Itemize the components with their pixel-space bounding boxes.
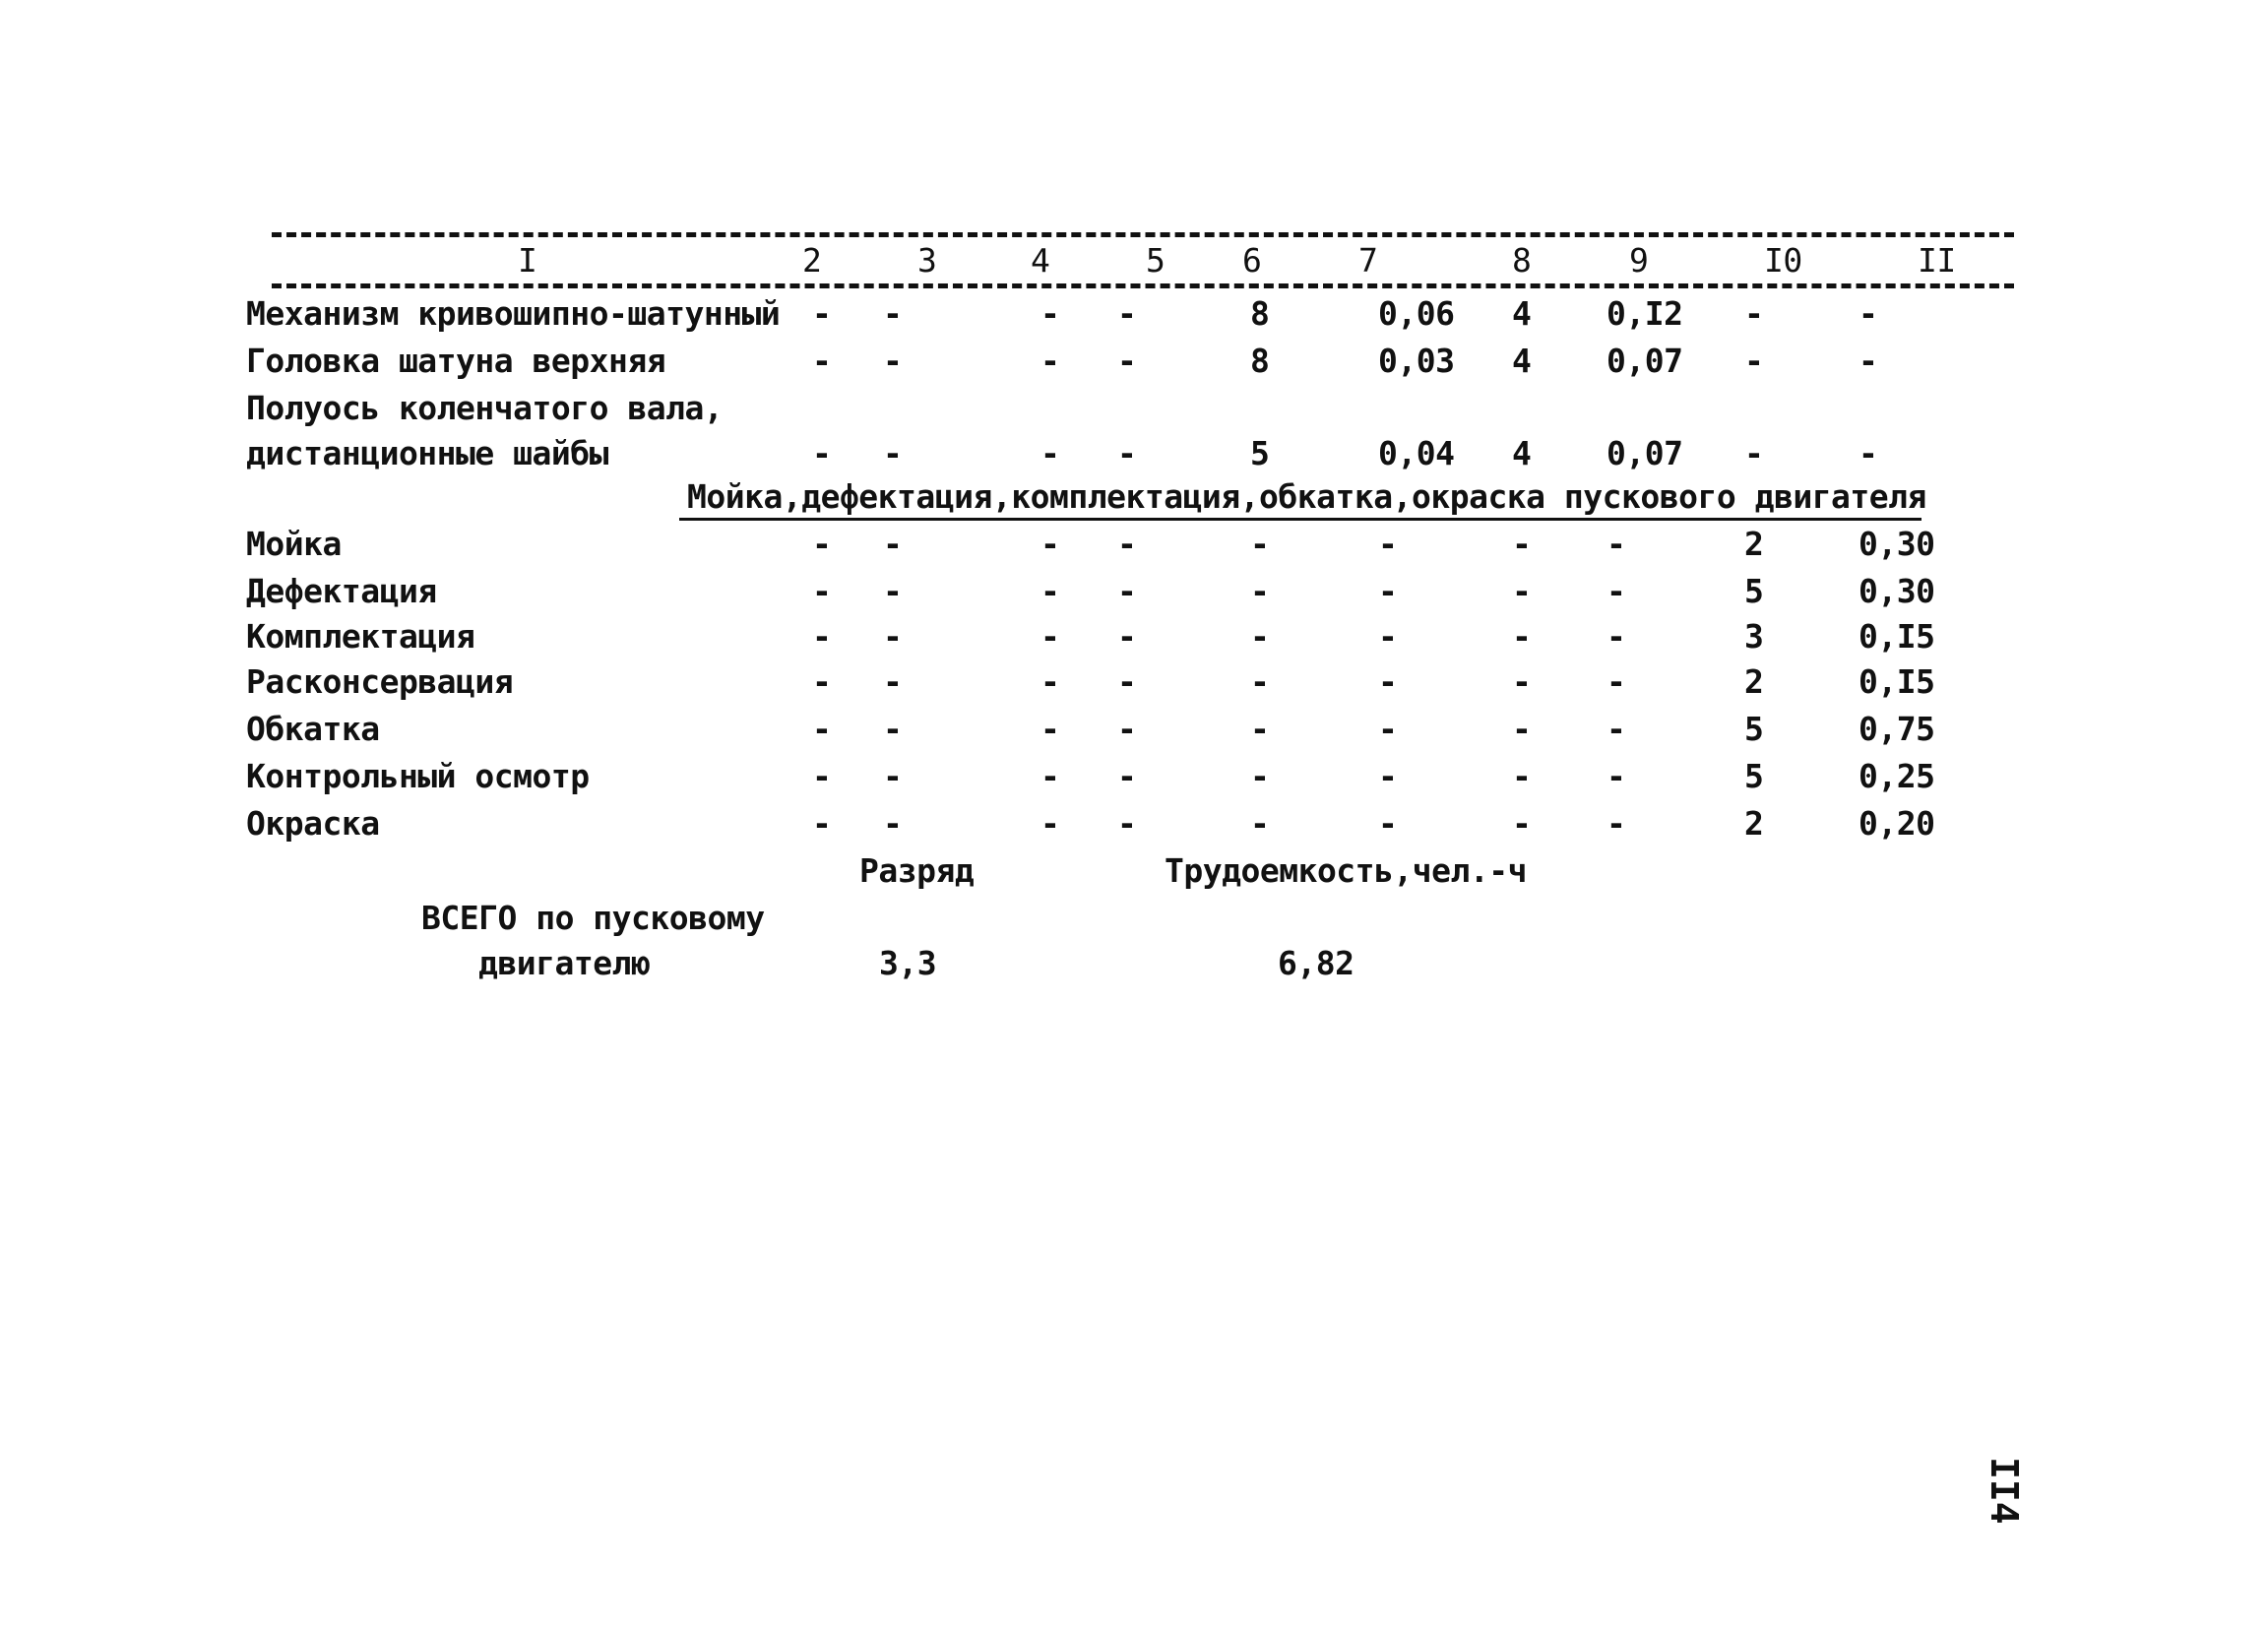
table-cell: - <box>812 617 832 656</box>
column-header: 9 <box>1629 241 1649 280</box>
table-cell: - <box>812 294 832 333</box>
table-cell: - <box>1250 572 1270 610</box>
table-cell: 0,I2 <box>1606 294 1683 333</box>
table-cell: - <box>812 804 832 843</box>
table-cell: 0,06 <box>1378 294 1455 333</box>
column-header: II <box>1918 241 1956 280</box>
header-rule-top <box>272 232 2014 237</box>
total-label-line2: двигателю <box>478 944 651 982</box>
table-cell: - <box>1378 662 1398 701</box>
table-cell: - <box>1512 525 1532 563</box>
table-cell: 0,30 <box>1858 525 1935 563</box>
row-label: Механизм кривошипно-шатунный <box>246 294 781 333</box>
column-header: I0 <box>1764 241 1802 280</box>
table-cell: - <box>883 525 903 563</box>
table-cell: - <box>1606 617 1626 656</box>
table-cell: - <box>1040 434 1060 472</box>
table-cell: - <box>1250 757 1270 795</box>
table-cell: - <box>1250 617 1270 656</box>
labor-label: Трудоемкость,чел.-ч <box>1165 851 1527 890</box>
table-cell: 2 <box>1744 525 1764 563</box>
table-cell: 0,30 <box>1858 572 1935 610</box>
table-cell: - <box>1744 434 1764 472</box>
table-cell: - <box>1606 662 1626 701</box>
table-cell: - <box>812 572 832 610</box>
table-cell: - <box>1606 710 1626 748</box>
section-title: Мойка,дефектация,комплектация,обкатка,окраска пускового двигателя <box>687 477 1926 516</box>
table-cell: - <box>883 710 903 748</box>
table-cell: - <box>1744 342 1764 380</box>
table-cell: 0,07 <box>1606 342 1683 380</box>
table-cell: - <box>1250 525 1270 563</box>
table-cell: - <box>1378 572 1398 610</box>
table-cell: 4 <box>1512 342 1532 380</box>
table-cell: - <box>1512 617 1532 656</box>
table-cell: - <box>812 342 832 380</box>
table-cell: - <box>812 525 832 563</box>
table-cell: - <box>1040 662 1060 701</box>
table-cell: - <box>1117 662 1137 701</box>
table-cell: 2 <box>1744 662 1764 701</box>
table-cell: 5 <box>1744 572 1764 610</box>
table-cell: - <box>1512 572 1532 610</box>
column-header: 4 <box>1031 241 1050 280</box>
table-cell: - <box>1040 710 1060 748</box>
table-cell: 8 <box>1250 342 1270 380</box>
page-number: II4 <box>1983 1457 2026 1525</box>
table-cell: - <box>1040 572 1060 610</box>
table-cell: - <box>1250 804 1270 843</box>
table-cell: - <box>812 434 832 472</box>
row-label: дистанционные шайбы <box>246 434 608 472</box>
table-cell: 4 <box>1512 294 1532 333</box>
table-cell: - <box>1117 757 1137 795</box>
table-cell: 0,75 <box>1858 710 1935 748</box>
table-cell: - <box>883 294 903 333</box>
row-label: Обкатка <box>246 710 380 748</box>
table-cell: - <box>1117 525 1137 563</box>
total-labor-value: 6,82 <box>1278 944 1354 982</box>
table-cell: - <box>883 572 903 610</box>
row-label: Контрольный осмотр <box>246 757 590 795</box>
column-header: 7 <box>1358 241 1378 280</box>
table-cell: - <box>1117 804 1137 843</box>
column-header: 3 <box>917 241 937 280</box>
table-cell: - <box>812 757 832 795</box>
table-cell: 0,04 <box>1378 434 1455 472</box>
table-cell: - <box>1117 434 1137 472</box>
table-cell: 5 <box>1744 710 1764 748</box>
table-cell: - <box>883 434 903 472</box>
table-cell: - <box>1040 525 1060 563</box>
table-cell: - <box>883 662 903 701</box>
table-cell: - <box>1378 804 1398 843</box>
section-title-underline <box>679 518 1922 521</box>
table-cell: - <box>1512 804 1532 843</box>
table-cell: 0,I5 <box>1858 617 1935 656</box>
table-cell: 2 <box>1744 804 1764 843</box>
row-label: Комплектация <box>246 617 475 656</box>
table-cell: - <box>1858 434 1878 472</box>
table-cell: - <box>1378 757 1398 795</box>
table-cell: 5 <box>1250 434 1270 472</box>
table-cell: - <box>1117 617 1137 656</box>
rank-label: Разряд <box>859 851 975 890</box>
table-cell: - <box>1606 757 1626 795</box>
table-cell: - <box>1858 294 1878 333</box>
table-cell: - <box>1606 804 1626 843</box>
row-label: Мойка <box>246 525 342 563</box>
table-cell: - <box>1117 294 1137 333</box>
table-cell: - <box>812 710 832 748</box>
header-rule-bottom <box>272 283 2014 288</box>
table-cell: - <box>1040 342 1060 380</box>
table-cell: - <box>1250 710 1270 748</box>
row-label: Расконсервация <box>246 662 514 701</box>
table-cell: 4 <box>1512 434 1532 472</box>
column-header: 6 <box>1242 241 1262 280</box>
table-cell: - <box>1512 662 1532 701</box>
total-label-line1: ВСЕГО по пусковому <box>421 899 765 937</box>
table-cell: - <box>1117 710 1137 748</box>
table-cell: - <box>883 617 903 656</box>
row-label: Полуось коленчатого вала, <box>246 389 724 427</box>
table-cell: - <box>1040 617 1060 656</box>
table-cell: - <box>1040 757 1060 795</box>
table-cell: - <box>1744 294 1764 333</box>
table-cell: 5 <box>1744 757 1764 795</box>
table-cell: - <box>1512 757 1532 795</box>
table-cell: - <box>1606 572 1626 610</box>
table-cell: - <box>1378 617 1398 656</box>
table-cell: 0,I5 <box>1858 662 1935 701</box>
column-header: 8 <box>1512 241 1532 280</box>
table-cell: 0,25 <box>1858 757 1935 795</box>
table-cell: - <box>883 342 903 380</box>
table-cell: 0,07 <box>1606 434 1683 472</box>
table-cell: - <box>1040 804 1060 843</box>
table-cell: 0,03 <box>1378 342 1455 380</box>
table-cell: - <box>1117 342 1137 380</box>
row-label: Окраска <box>246 804 380 843</box>
total-rank-value: 3,3 <box>879 944 937 982</box>
table-cell: - <box>1512 710 1532 748</box>
table-cell: 3 <box>1744 617 1764 656</box>
table-cell: - <box>1378 525 1398 563</box>
row-label: Дефектация <box>246 572 437 610</box>
table-cell: - <box>1378 710 1398 748</box>
table-cell: 0,20 <box>1858 804 1935 843</box>
row-label: Головка шатуна верхняя <box>246 342 666 380</box>
table-cell: 8 <box>1250 294 1270 333</box>
table-cell: - <box>883 757 903 795</box>
column-header: 2 <box>802 241 822 280</box>
table-cell: - <box>883 804 903 843</box>
table-cell: - <box>1606 525 1626 563</box>
column-header: 5 <box>1146 241 1166 280</box>
table-cell: - <box>1117 572 1137 610</box>
table-cell: - <box>1040 294 1060 333</box>
table-cell: - <box>812 662 832 701</box>
table-cell: - <box>1250 662 1270 701</box>
table-cell: - <box>1858 342 1878 380</box>
column-header: I <box>518 241 537 280</box>
